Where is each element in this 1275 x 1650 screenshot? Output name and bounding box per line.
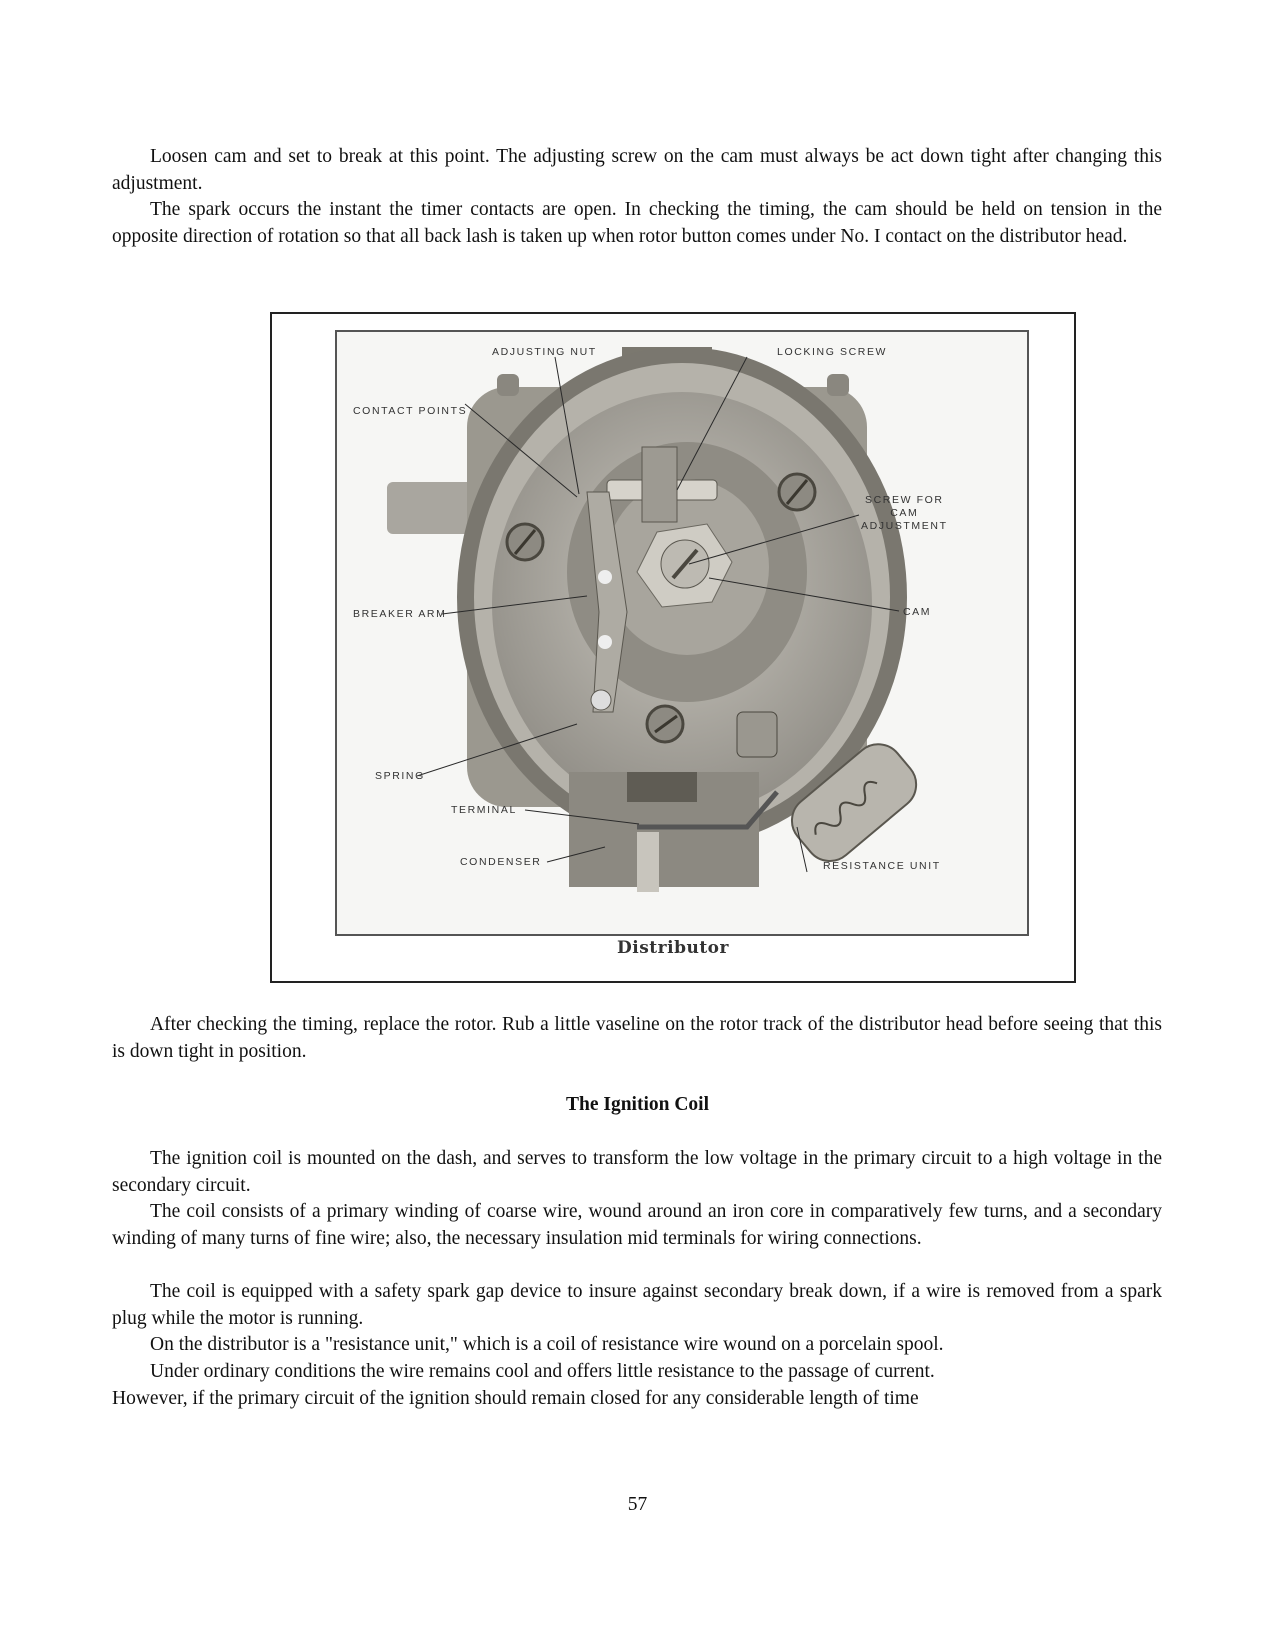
paragraph-coil-windings: The coil consists of a primary winding of coarse wire, wound around an iron core in comparatively few turns, and a secondary winding of many turns of fine wire; also, the necessary insulation mid terminals for wiring connections.	[112, 1201, 1162, 1249]
label-locking-screw: LOCKING SCREW	[777, 346, 888, 358]
page-number: 57	[627, 1494, 648, 1515]
paragraph-resistance-unit: On the distributor is a "resistance unit," which is a coil of resistance wire wound on a porcelain spool.	[150, 1334, 944, 1355]
label-screw-for-cam-line1: SCREW FOR	[865, 494, 944, 506]
figure-caption: Distributor	[617, 938, 729, 958]
label-screw-for-cam-line3: ADJUSTMENT	[861, 520, 948, 532]
distributor-figure	[270, 312, 1076, 983]
paragraph-ordinary-conditions-line2: However, if the primary circuit of the ignition should remain closed for any considerable length of time	[112, 1387, 919, 1409]
distributor-illustration	[337, 332, 1027, 934]
label-breaker-arm: BREAKER ARM	[353, 608, 447, 620]
paragraph-spark-timing: The spark occurs the instant the timer contacts are open. In checking the timing, the cam should be held on tension in the opposite direction of rotation so that all back lash is taken up when rotor button comes under No. I contact on the distributor head.	[112, 199, 1162, 247]
paragraph-spark-gap: The coil is equipped with a safety spark gap device to insure against secondary break down, if a wire is removed from a spark plug while the motor is running.	[112, 1281, 1162, 1329]
label-cam: CAM	[903, 606, 932, 618]
paragraph-ordinary-conditions-line1: Under ordinary conditions the wire remains cool and offers little resistance to the passage of current.	[150, 1361, 935, 1382]
label-contact-points: CONTACT POINTS	[353, 405, 468, 417]
label-adjusting-nut: ADJUSTING NUT	[492, 346, 597, 358]
paragraph-replace-rotor: After checking the timing, replace the rotor. Rub a little vaseline on the rotor track of the distributor head before seeing that this is down tight in position.	[112, 1014, 1162, 1062]
label-condenser: CONDENSER	[460, 856, 542, 868]
section-heading: The Ignition Coil	[565, 1094, 710, 1115]
label-screw-for-cam-adjustment	[861, 494, 948, 533]
label-screw-for-cam-line2: CAM	[890, 507, 919, 519]
paragraph-cam-adjustment: Loosen cam and set to break at this point. The adjusting screw on the cam must always be act down tight after changing this adjustment.	[112, 146, 1162, 194]
paragraph-ordinary-conditions	[112, 1359, 1162, 1412]
distributor-photo	[335, 330, 1029, 936]
label-resistance-unit: RESISTANCE UNIT	[823, 860, 941, 872]
label-terminal: TERMINAL	[451, 804, 517, 816]
paragraph-coil-mounting: The ignition coil is mounted on the dash, and serves to transform the low voltage in the primary circuit to a high voltage in the secondary circuit.	[112, 1148, 1162, 1196]
label-spring: SPRING	[375, 770, 425, 782]
